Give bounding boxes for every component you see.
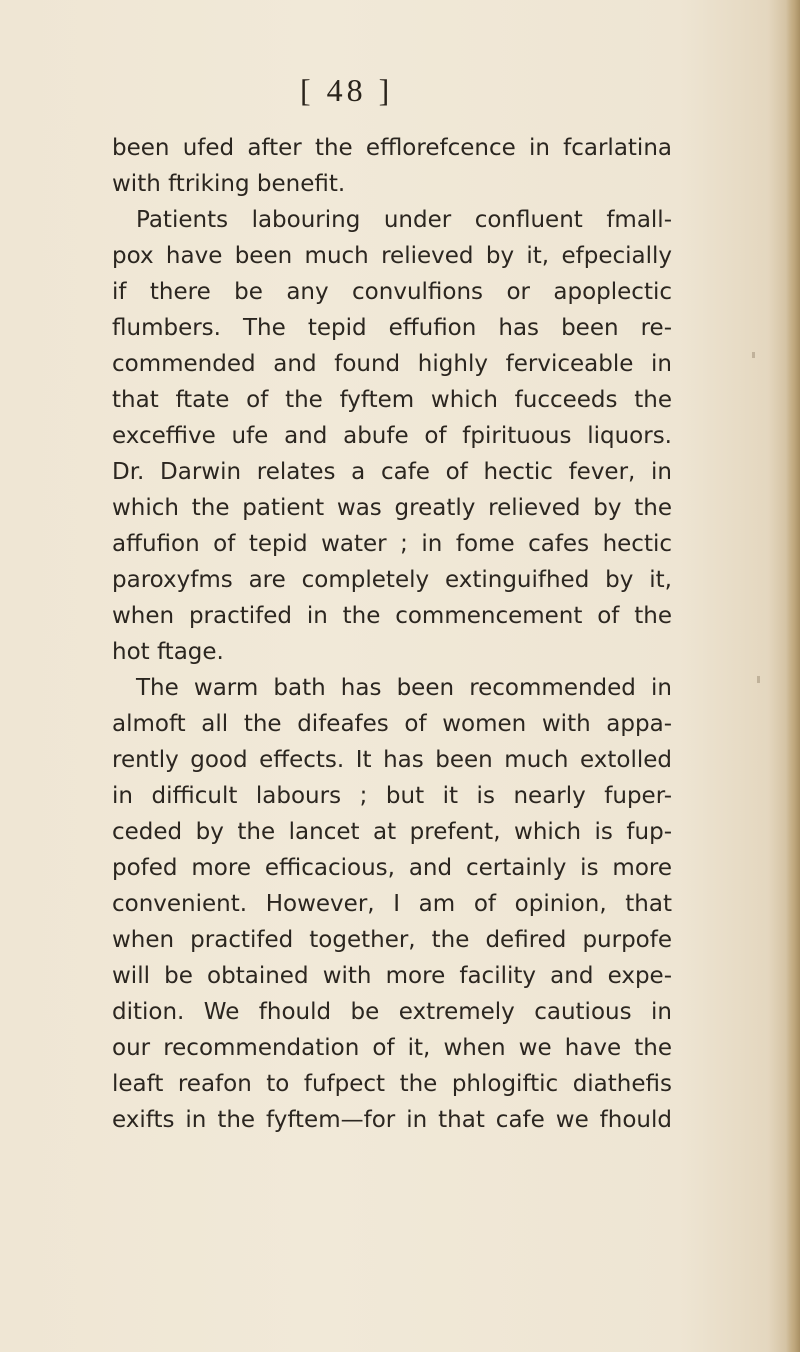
text-line: paroxyfms are completely extinguifhed by it, [112, 567, 672, 593]
text-line: leaft reafon to fufpect the phlogiftic diathefis [112, 1071, 672, 1097]
text-line: exceffive ufe and abufe of fpirituous liquors. [112, 423, 672, 449]
text-line: if there be any convulfions or apoplectic [112, 279, 672, 305]
text-line: in difficult labours ; but it is nearly fuper- [112, 783, 672, 809]
text-line: pox have been much relieved by it, efpecially [112, 243, 672, 269]
text-line: almoft all the difeafes of women with appa- [112, 711, 672, 737]
text-line: exifts in the fyftem—for in that cafe we fhould [112, 1107, 672, 1133]
text-line: hot ftage. [112, 639, 224, 665]
text-line: been ufed after the efflorefcence in fcarlatina [112, 135, 672, 161]
text-line: will be obtained with more facility and expe- [112, 963, 672, 989]
text-line: flumbers. The tepid effufion has been re- [112, 315, 672, 341]
text-line: with ftriking benefit. [112, 171, 346, 197]
text-line: that ftate of the fyftem which fucceeds the [112, 387, 672, 413]
text-line: pofed more efficacious, and certainly is more [112, 855, 672, 881]
text-line: The warm bath has been recommended in [136, 675, 672, 701]
text-line: Dr. Darwin relates a cafe of hectic fever, in [112, 459, 672, 485]
text-line: commended and found highly ferviceable in [112, 351, 672, 377]
text-line: which the patient was greatly relieved by the [112, 495, 672, 521]
text-line: when practifed in the commencement of the [112, 603, 672, 629]
text-line: Patients labouring under confluent fmall- [136, 207, 672, 233]
page-edge-shadow [786, 0, 800, 1352]
text-line: our recommendation of it, when we have the [112, 1035, 672, 1061]
text-line: affufion of tepid water ; in fome cafes hectic [112, 531, 672, 557]
page-number: [ 48 ] [300, 72, 394, 108]
text-line: when practifed together, the defired purpofe [112, 927, 672, 953]
scan-speck [757, 676, 760, 683]
body-text [112, 130, 672, 1138]
text-line: dition. We fhould be extremely cautious in [112, 999, 672, 1025]
text-line: ceded by the lancet at prefent, which is fup- [112, 819, 672, 845]
text-line: rently good effects. It has been much extolled [112, 747, 672, 773]
scan-speck [752, 352, 755, 358]
text-line: convenient. However, I am of opinion, that [112, 891, 672, 917]
